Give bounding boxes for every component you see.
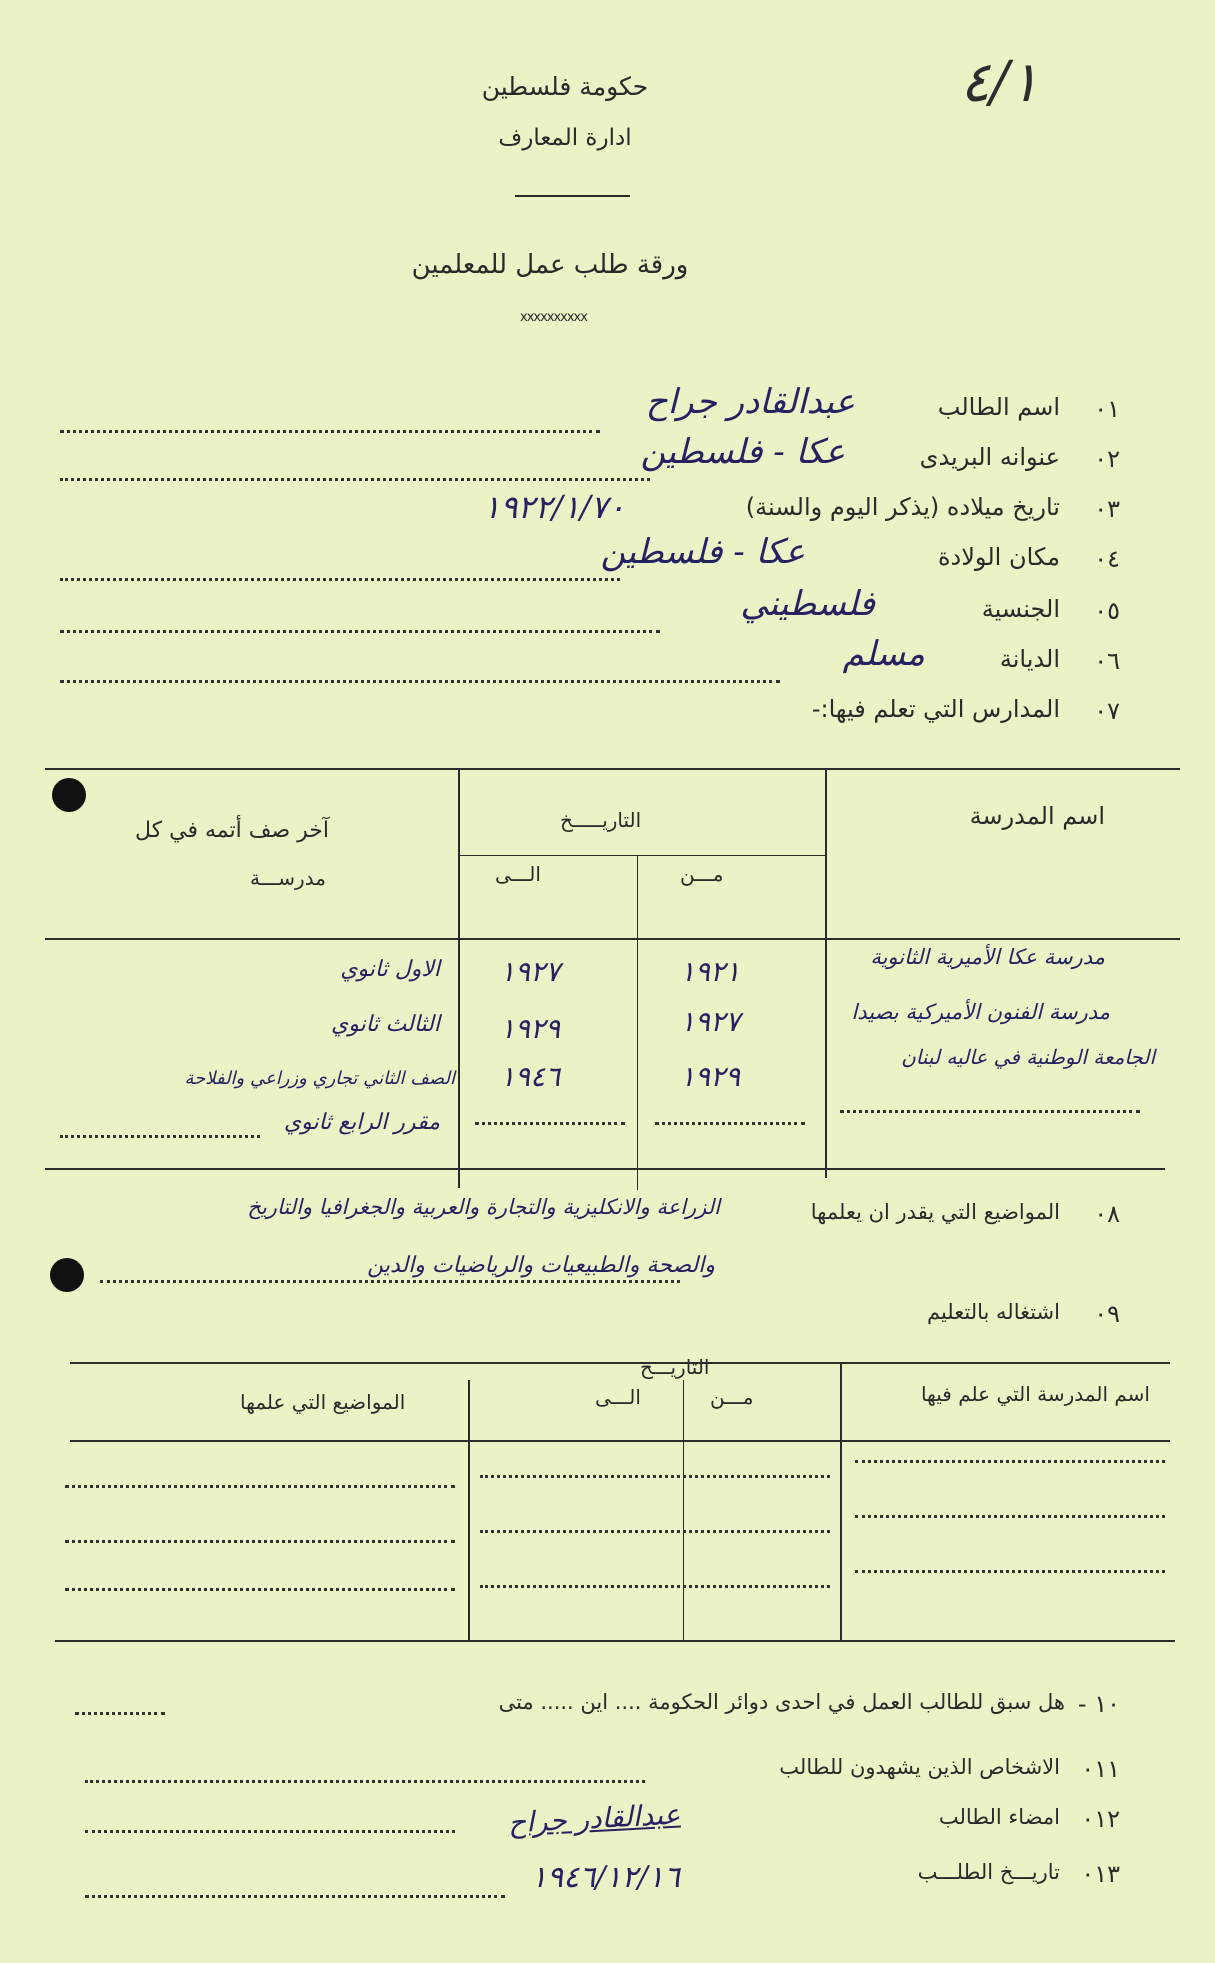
question-dots-13 xyxy=(85,1895,505,1898)
question-num-12: ٠١٢ xyxy=(1081,1805,1120,1833)
field-dots-6 xyxy=(60,680,780,683)
teaching-dots-school-2 xyxy=(855,1515,1165,1518)
teaching-dots-subject-2 xyxy=(65,1540,455,1543)
schools-row-1-school: مدرسة عكا الأميرية الثانوية xyxy=(870,945,1105,969)
teaching-col-divider-1 xyxy=(468,1380,470,1640)
field-num-2: ٠٢ xyxy=(1094,445,1120,473)
field-value-nationality: فلسطيني xyxy=(740,584,875,624)
schools-row-2-class: الثالث ثانوي xyxy=(331,1012,440,1037)
schools-col-to-header: الـــى xyxy=(495,862,541,886)
schools-row-3-school: الجامعة الوطنية في عاليه لبنان xyxy=(901,1045,1155,1069)
teaching-col-school-header: اسم المدرسة التي علم فيها xyxy=(920,1382,1150,1406)
schools-row-3-from: ١٩٢٩ xyxy=(680,1060,741,1093)
schools-col-class-header-line1: آخر صف أتمه في كل xyxy=(135,818,330,843)
field-label-nationality: الجنسية xyxy=(981,595,1060,623)
teaching-dots-school-1 xyxy=(855,1460,1165,1463)
application-date-value: ١٩٤٦/١٢/١٦ xyxy=(530,1860,680,1895)
question-num-11: ٠١١ xyxy=(1081,1755,1120,1783)
schools-row-1-class: الاول ثانوي xyxy=(340,957,440,982)
schools-col-divider-1 xyxy=(458,768,460,1188)
teaching-num: ٠٩ xyxy=(1094,1300,1120,1328)
schools-col-divider-2 xyxy=(637,855,638,1190)
teaching-dots-school-3 xyxy=(855,1570,1165,1573)
field-value-birthdate: ١٩٢٢/١/٧٠ xyxy=(483,488,625,526)
schools-row-4-dots-class xyxy=(60,1135,260,1138)
schools-row-4-dots-from xyxy=(655,1122,805,1125)
schools-table-header-bottom xyxy=(45,938,1180,940)
schools-row-4-class: مقرر الرابع ثانوي xyxy=(283,1110,440,1135)
schools-col-class-header-line2: مدرســـة xyxy=(250,866,326,890)
punch-hole-top xyxy=(52,778,86,812)
applicant-signature: عبدالقادر جراح xyxy=(506,1797,681,1840)
field-value-address: عكا - فلسطين xyxy=(640,432,845,472)
department-heading: ادارة المعارف xyxy=(498,125,632,151)
schools-row-3-to: ١٩٤٦ xyxy=(500,1060,561,1093)
schools-table-top-border xyxy=(45,768,1180,770)
teaching-table-header-bottom xyxy=(70,1440,1170,1442)
field-num-7: ٠٧ xyxy=(1094,697,1120,725)
field-label-name: اسم الطالب xyxy=(937,393,1060,421)
field-dots-2 xyxy=(60,478,650,481)
schools-row-2-from: ١٩٢٧ xyxy=(680,1005,741,1038)
teaching-dots-subject-3 xyxy=(65,1588,455,1591)
subjects-dots xyxy=(100,1280,680,1283)
teaching-col-subjects-header: المواضيع التي علمها xyxy=(240,1390,406,1414)
schools-row-2-school: مدرسة الفنون الأميركية بصيدا xyxy=(851,1000,1110,1024)
question-label-13: تاريـــخ الطلـــب xyxy=(917,1860,1060,1884)
field-num-5: ٠٥ xyxy=(1094,597,1120,625)
question-label-11: الاشخاص الذين يشهدون للطالب xyxy=(779,1755,1060,1779)
field-num-1: ٠١ xyxy=(1094,395,1120,423)
form-title: ورقة طلب عمل للمعلمين xyxy=(411,250,689,280)
question-dots-11 xyxy=(85,1780,645,1783)
subjects-num: ٠٨ xyxy=(1094,1200,1120,1228)
field-value-name: عبدالقادر جراح xyxy=(645,382,855,422)
schools-col-date-header: التاريـــــخ xyxy=(560,808,642,832)
field-value-religion: مسلم xyxy=(842,634,925,674)
schools-row-3-class: الصف الثاني تجاري وزراعي والفلاحة xyxy=(184,1068,455,1089)
subjects-value-line2: والصحة والطبيعيات والرياضيات والدين xyxy=(367,1253,715,1278)
teaching-col-to-header: الـــى xyxy=(595,1385,641,1409)
question-label-10: هل سبق للطالب العمل في احدى دوائر الحكومة .... اين ..... متى xyxy=(498,1690,1065,1714)
teaching-table-top-border xyxy=(70,1362,1170,1364)
field-num-3: ٠٣ xyxy=(1094,495,1120,523)
title-ornament: xxxxxxxxxx xyxy=(520,310,587,325)
teaching-col-from-header: مـــن xyxy=(710,1385,754,1409)
schools-col-school-header: اسم المدرسة xyxy=(969,802,1105,830)
field-label-schools: المدارس التي تعلم فيها:- xyxy=(811,695,1060,723)
teaching-dots-date-3 xyxy=(480,1585,830,1588)
question-dots-10 xyxy=(75,1712,165,1715)
subjects-value-line1: الزراعة والانكليزية والتجارة والعربية والجغرافيا والتاريخ xyxy=(247,1195,720,1219)
schools-row-4-dots-to xyxy=(475,1122,625,1125)
field-label-religion: الديانة xyxy=(999,645,1060,673)
question-num-10: ١٠ - xyxy=(1077,1690,1120,1718)
schools-row-4-dots-school xyxy=(840,1110,1140,1113)
schools-row-1-to: ١٩٢٧ xyxy=(500,955,561,988)
schools-date-subheader-line xyxy=(460,855,825,856)
question-num-13: ٠١٣ xyxy=(1081,1860,1120,1888)
teaching-dots-date-2 xyxy=(480,1530,830,1533)
field-num-6: ٠٦ xyxy=(1094,647,1120,675)
field-label-birthplace: مكان الولادة xyxy=(937,543,1060,571)
question-label-12: امضاء الطالب xyxy=(938,1805,1060,1829)
field-label-address: عنوانه البريدى xyxy=(919,443,1060,471)
header-divider xyxy=(515,195,630,197)
government-heading: حكومة فلسطين xyxy=(481,72,649,101)
teaching-col-date-header: التاريـــخ xyxy=(640,1355,710,1379)
teaching-col-divider-2 xyxy=(683,1380,684,1640)
field-dots-1 xyxy=(60,430,600,433)
subjects-label: المواضيع التي يقدر ان يعلمها xyxy=(810,1200,1060,1224)
field-num-4: ٠٤ xyxy=(1094,545,1120,573)
schools-row-2-to: ١٩٢٩ xyxy=(500,1012,561,1045)
teaching-dots-date-1 xyxy=(480,1475,830,1478)
punch-hole-middle xyxy=(50,1258,84,1292)
field-value-birthplace: عكا - فلسطين xyxy=(600,532,805,572)
teaching-table-bottom-border xyxy=(55,1640,1175,1642)
teaching-col-divider-3 xyxy=(840,1362,842,1640)
question-dots-12 xyxy=(85,1830,455,1833)
teaching-label: اشتغاله بالتعليم xyxy=(926,1300,1060,1324)
field-label-birthdate: تاريخ ميلاده (يذكر اليوم والسنة) xyxy=(745,493,1060,521)
schools-row-1-from: ١٩٢١ xyxy=(680,955,741,988)
field-dots-5 xyxy=(60,630,660,633)
corner-page-number: ٤/١ xyxy=(960,50,1040,115)
schools-col-divider-3 xyxy=(825,768,827,1178)
schools-table-bottom-border xyxy=(45,1168,1165,1170)
teaching-dots-subject-1 xyxy=(65,1485,455,1488)
field-dots-4 xyxy=(60,578,620,581)
schools-col-from-header: مـــن xyxy=(680,862,724,886)
